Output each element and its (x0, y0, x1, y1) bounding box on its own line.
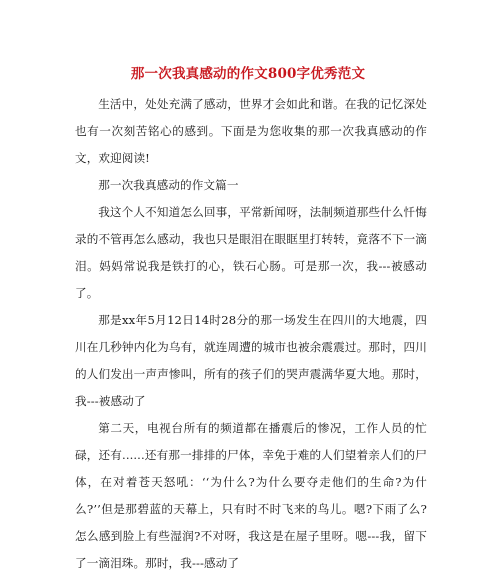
document-title: 那一次我真感动的作文800字优秀范文 (130, 66, 366, 82)
intro-paragraph: 生活中，处处充满了感动，世界才会如此和谐。在我的记忆深处也有一次刻苦铭心的感到。下面是为您收集的那一次我真感动的作文，欢迎阅读! (75, 97, 427, 165)
body-paragraph: 那是xx年5月12日14时28分的那一场发生在四川的大地震，四川在几秒钟内化为乌有，就连周遭的城市也被余震震过。那时，四川的人们发出一声声惨叫，所有的孩子们的哭声震满华夏大地。那时，我---被感动了 (75, 313, 427, 408)
section-heading: 那一次我真感动的作文篇一 (98, 178, 239, 192)
body-paragraph: 第二天，电视台所有的频道都在播震后的惨况，工作人员的忙碌，还有......还有那一排排的尸体，幸免于难的人们望着亲人们的尸体，在对着苍天怒吼：‘‘为什么?为什么要夺走他们的生命?为什么?’’但是那碧蓝的天幕上，只有时不时飞来的鸟儿。嗯?下雨了么?怎么感到脸上有些湿润?不对呀，我这是在屋子里呀。嗯---我，留下了一滴泪珠。那时，我---感动了 (75, 421, 427, 570)
document-body (75, 91, 427, 577)
body-paragraph: 我这个人不知道怎么回事，平常新闻呀，法制频道那些什么忏悔录的不管再怎么感动，我也只是眼泪在眼眶里打转转，竟落不下一滴泪。妈妈常说我是铁打的心，铁石心肠。可是那一次，我---被感动了。 (75, 205, 427, 300)
